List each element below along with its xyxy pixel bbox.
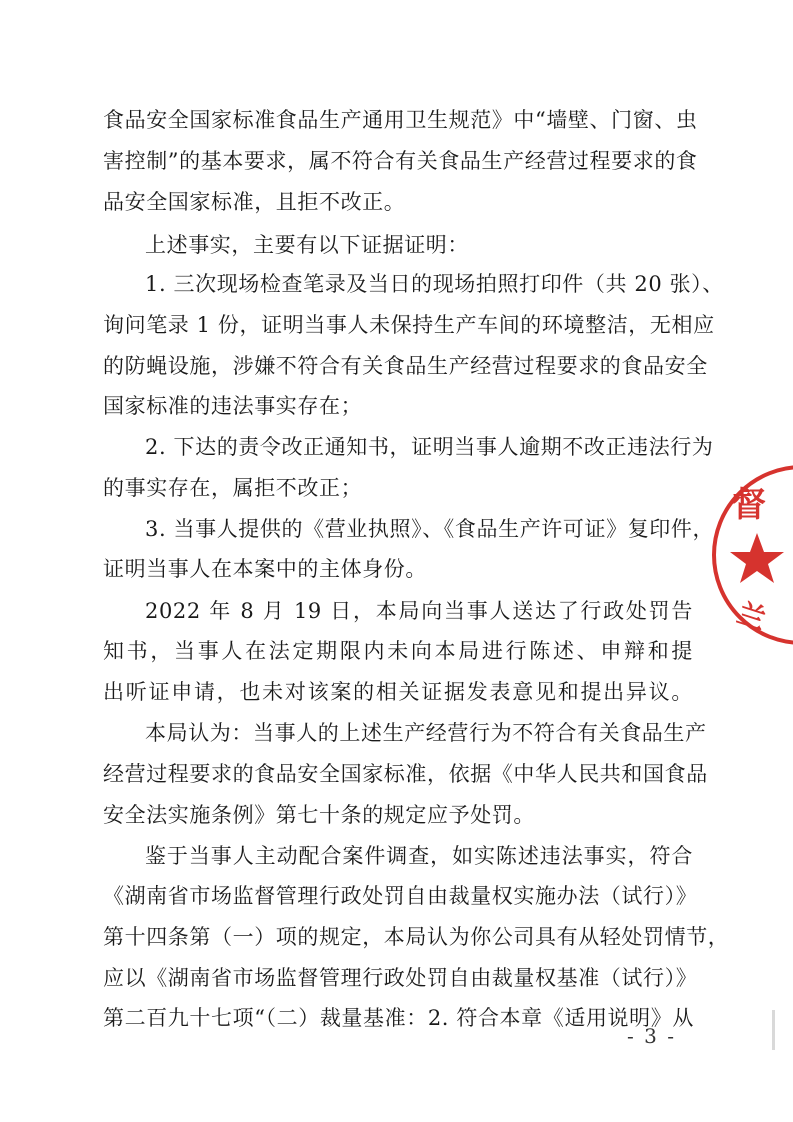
- text-line: 证明当事人在本案中的主体身份。: [103, 557, 427, 581]
- text-line: 国家标准的违法事实存在；: [103, 394, 363, 418]
- text-line: 1. 三次现场检查笔录及当日的现场拍照打印件（共 20 张）、: [145, 272, 724, 296]
- page-number: - 3 -: [627, 1024, 676, 1048]
- seal-character: 督: [732, 485, 766, 525]
- seal-character: 兰: [733, 596, 770, 637]
- text-line: 害控制”的基本要求，属不符合有关食品生产经营过程要求的食: [103, 149, 698, 173]
- text-line: 经营过程要求的食品安全国家标准，依据《中华人民共和国食品: [103, 762, 708, 786]
- text-line: 应以《湖南省市场监督管理行政处罚自由裁量权基准（试行）》: [103, 966, 698, 990]
- text-line: 的防蝇设施，涉嫌不符合有关食品生产经营过程要求的食品安全: [103, 354, 708, 378]
- text-line: 第十四条第（一）项的规定，本局认为你公司具有从轻处罚情节，: [103, 925, 730, 949]
- text-line: 知书，当事人在法定期限内未向本局进行陈述、申辩和提: [103, 639, 693, 663]
- text-line: 2. 下达的责令改正通知书，证明当事人逾期不改正违法行为: [145, 435, 714, 459]
- text-line: 鉴于当事人主动配合案件调查，如实陈述违法事实，符合: [145, 844, 693, 868]
- text-line: 询问笔录 1 份，证明当事人未保持生产车间的环境整洁，无相应: [103, 313, 715, 337]
- text-line: 食品安全国家标准食品生产通用卫生规范》中“墙壁、门窗、虫: [103, 108, 698, 132]
- official-seal: [712, 455, 793, 655]
- text-line: 第二百九十七项“（二）裁量基准：2. 符合本章《适用说明》从: [103, 1006, 694, 1030]
- text-line: 出听证申请，也未对该案的相关证据发表意见和提出异议。: [103, 680, 693, 704]
- text-line: 2022 年 8 月 19 日，本局向当事人送达了行政处罚告: [145, 599, 693, 623]
- text-line: 安全法实施条例》第七十条的规定应予处罚。: [103, 803, 535, 827]
- page-edge-mark: [772, 1010, 775, 1050]
- text-line: 本局认为：当事人的上述生产经营行为不符合有关食品生产: [145, 721, 707, 745]
- text-line: 品安全国家标准，且拒不改正。: [103, 190, 406, 214]
- text-line: 上述事实，主要有以下证据证明：: [145, 233, 469, 257]
- text-line: 《湖南省市场监督管理行政处罚自由裁量权实施办法（试行）》: [103, 884, 698, 908]
- text-line: 的事实存在，属拒不改正；: [103, 476, 363, 500]
- text-line: 3. 当事人提供的《营业执照》、《食品生产许可证》复印件，: [145, 517, 715, 541]
